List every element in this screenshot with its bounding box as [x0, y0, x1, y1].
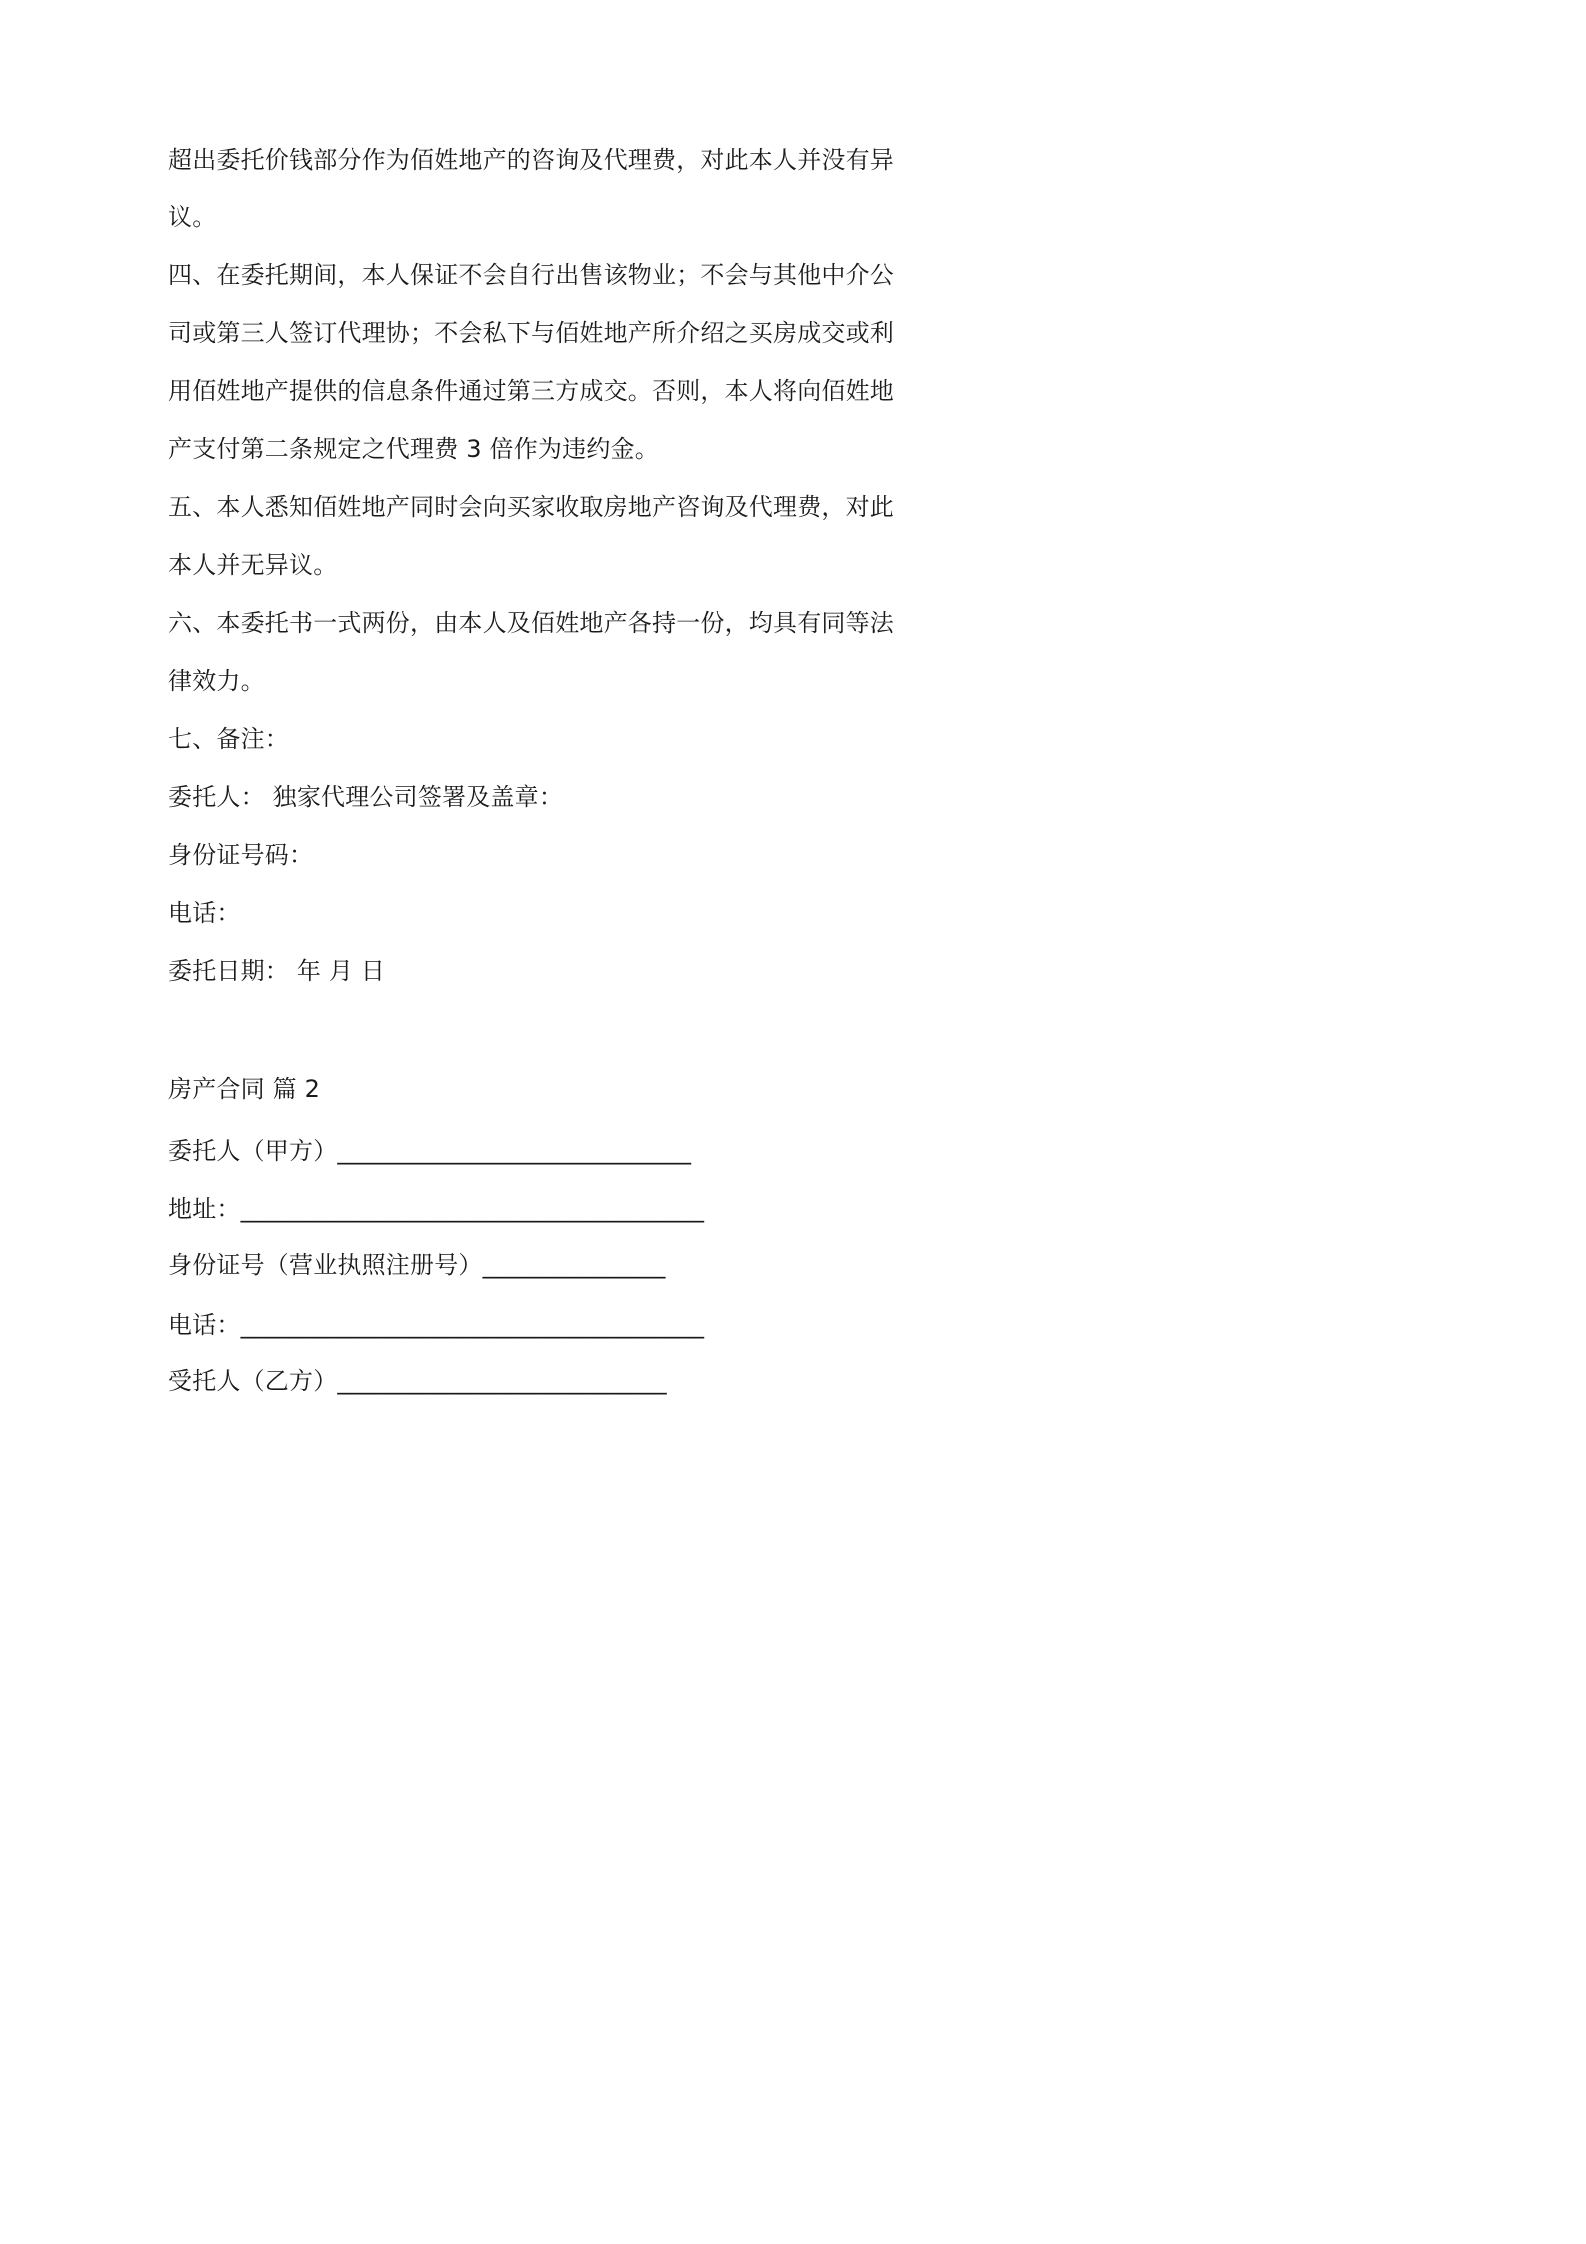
- phone-field: 电话：______________________________________: [168, 1311, 705, 1339]
- id-number-line: 身份证号码：: [168, 841, 314, 869]
- principal-field: 委托人（甲方）_____________________________: [168, 1137, 692, 1165]
- paragraph-line: 用佰姓地产提供的信息条件通过第三方成交。否则，本人将向佰姓地: [168, 377, 894, 405]
- clause-six-line: 六、本委托书一式两份，由本人及佰姓地产各持一份，均具有同等法: [168, 609, 894, 637]
- license-number-field: 身份证号（营业执照注册号）_______________: [168, 1251, 666, 1279]
- clause-five-line: 五、本人悉知佰姓地产同时会向买家收取房地产咨询及代理费，对此: [168, 493, 894, 521]
- paragraph-line: 超出委托价钱部分作为佰姓地产的咨询及代理费，对此本人并没有异: [168, 146, 894, 174]
- trustee-field: 受托人（乙方）___________________________: [168, 1367, 667, 1395]
- paragraph-line: 律效力。: [168, 667, 265, 695]
- document-page: [0, 0, 1102, 1559]
- paragraph-line: 司或第三人签订代理协；不会私下与佰姓地产所介绍之买房成交或利: [168, 319, 894, 347]
- clause-seven-line: 七、备注：: [168, 725, 289, 753]
- paragraph-line: 议。: [168, 203, 217, 231]
- signature-line: 委托人： 独家代理公司签署及盖章：: [168, 783, 564, 811]
- phone-line: 电话：: [168, 899, 241, 927]
- paragraph-line: 产支付第二条规定之代理费 3 倍作为违约金。: [168, 435, 659, 463]
- date-line: 委托日期： 年 月 日: [168, 957, 386, 985]
- address-field: 地址：______________________________________: [168, 1195, 705, 1223]
- paragraph-line: 本人并无异议。: [168, 551, 338, 579]
- section-title: 房产合同 篇 2: [168, 1075, 321, 1103]
- clause-four-line: 四、在委托期间，本人保证不会自行出售该物业；不会与其他中介公: [168, 261, 894, 289]
